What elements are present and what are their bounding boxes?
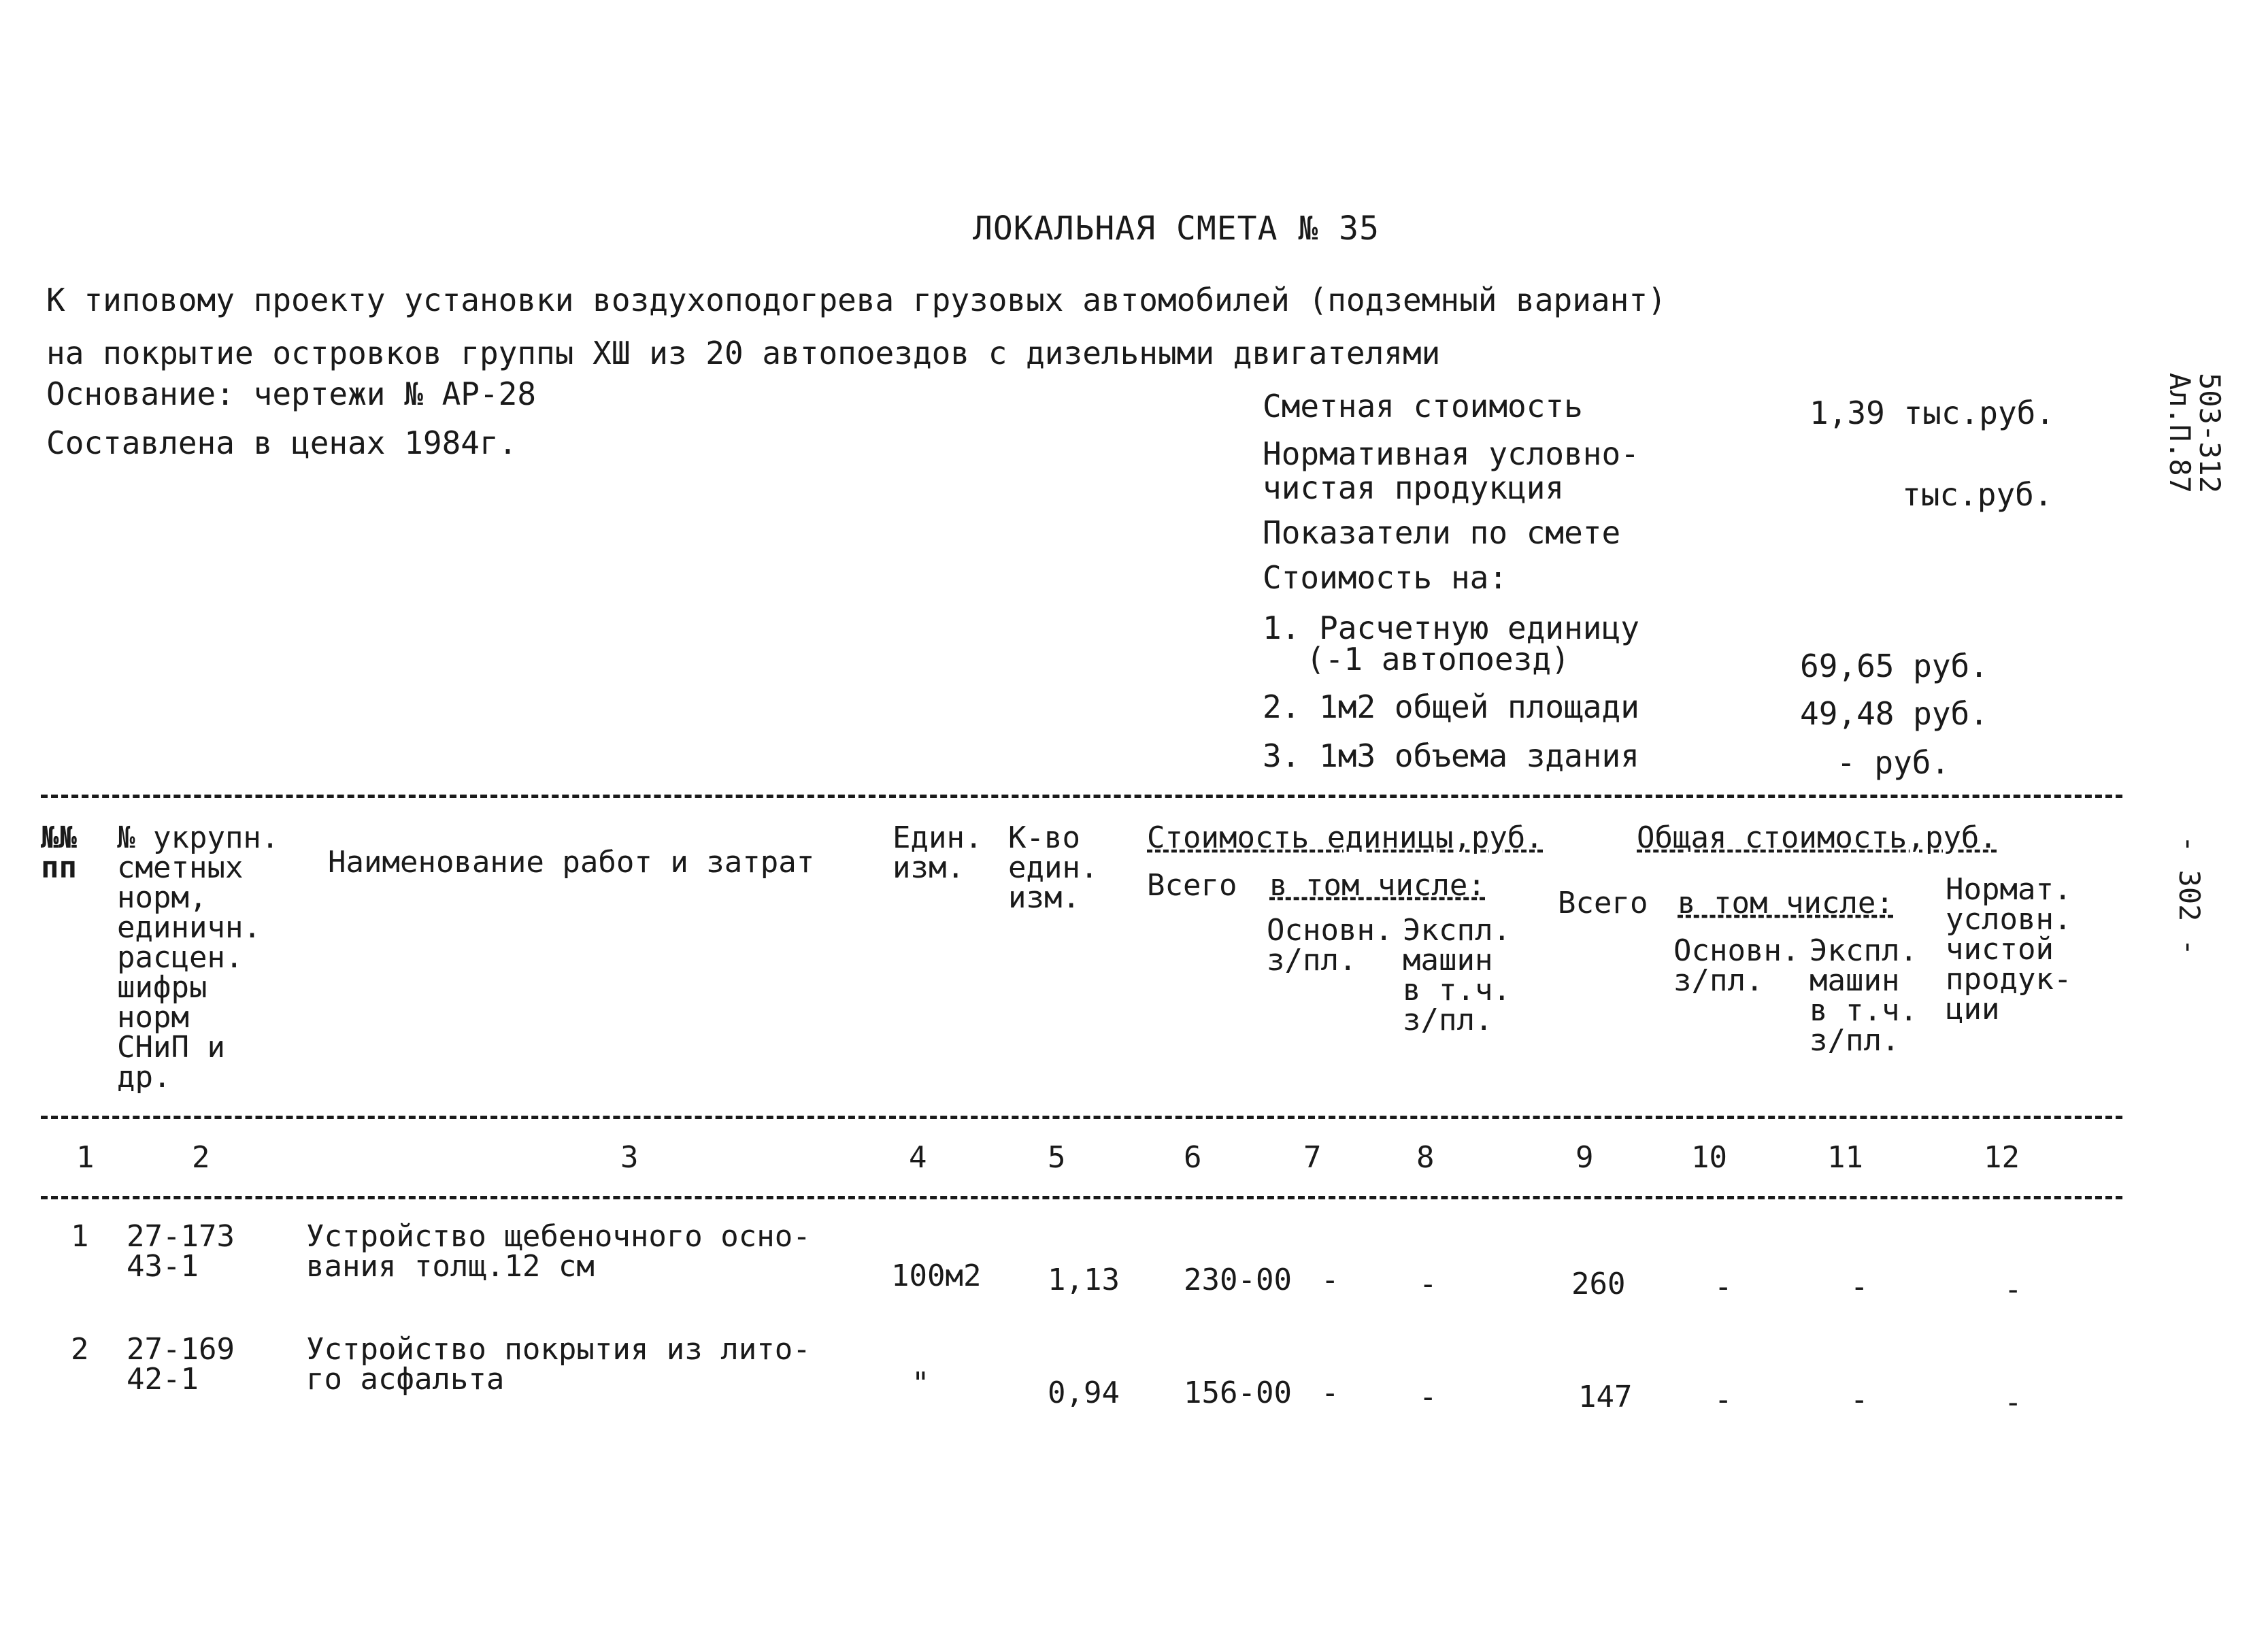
row-2-total: 147 — [1578, 1380, 1633, 1414]
header-unit-including: в том числе: — [1269, 868, 1486, 903]
row-2-norm-code: 27-169 42-1 — [127, 1332, 235, 1397]
normative-label-1: Нормативная условно- — [1263, 435, 1639, 472]
intro-line-1: К типовому проекту установки воздухоподогрева грузовых автомобилей (подземный вариант) — [46, 282, 1667, 318]
row-2-total-basic: - — [1714, 1382, 1733, 1417]
normative-label-2: чистая продукция — [1263, 469, 1565, 506]
header-row-number: №№ пп — [41, 820, 77, 885]
header-quantity: К-во един. изм. — [1008, 820, 1099, 915]
indicator-2-value: 49,48 руб. — [1800, 695, 1988, 732]
header-unit: Един. изм. — [893, 820, 983, 885]
row-2-work-name: Устройство покрытия из лито- го асфальта — [306, 1332, 811, 1397]
indicator-1-label-2: (-1 автопоезд) — [1306, 641, 1570, 678]
estimated-cost-label: Сметная стоимость — [1263, 388, 1583, 424]
column-number: 11 — [1827, 1140, 1863, 1175]
cost-per-label: Стоимость на: — [1263, 559, 1508, 596]
column-number: 10 — [1691, 1140, 1727, 1175]
indicator-2-label: 2. 1м2 общей площади — [1263, 688, 1639, 725]
header-work-name: Наименование работ и затрат — [328, 845, 815, 880]
column-number: 4 — [909, 1140, 927, 1175]
row-1-number: 1 — [71, 1219, 89, 1254]
row-2-unit-machine: - — [1419, 1380, 1437, 1414]
header-unit-basic-wage: Основн. з/пл. — [1267, 913, 1393, 978]
header-unit-machine: Экспл. машин в т.ч. з/пл. — [1403, 913, 1511, 1037]
normative-value: тыс.руб. — [1902, 476, 2053, 513]
intro-line-2: на покрытие островков группы ХШ из 20 автопоездов с дизельными двигателями — [46, 335, 1441, 371]
basis-line: Основание: чертежи № АР-28 — [46, 376, 537, 412]
indicator-1-label-1: 1. Расчетную единицу — [1263, 610, 1639, 646]
row-1-unit-total: 230-00 — [1184, 1263, 1292, 1297]
row-2-quantity: 0,94 — [1048, 1376, 1120, 1410]
row-2-number: 2 — [71, 1332, 89, 1367]
indicator-1-value: 69,65 руб. — [1800, 648, 1988, 684]
indicator-3-label: 3. 1м3 объема здания — [1263, 737, 1639, 774]
row-2-unit-basic: - — [1321, 1376, 1339, 1410]
header-unit-total: Всего — [1147, 868, 1237, 903]
indicator-3-value: - руб. — [1837, 744, 1950, 781]
header-bottom-rule — [41, 1116, 2122, 1119]
column-number: 9 — [1575, 1140, 1594, 1175]
header-norm-net-production: Нормат. условн. чистой продук- ции — [1946, 872, 2072, 1027]
row-1-unit: 100м2 — [891, 1259, 982, 1293]
header-total-cost-group: Общая стоимость,руб. — [1637, 820, 1997, 855]
column-number: 6 — [1184, 1140, 1202, 1175]
column-number: 12 — [1984, 1140, 2020, 1175]
column-number: 8 — [1416, 1140, 1435, 1175]
column-number: 7 — [1303, 1140, 1322, 1175]
header-grand-total: Всего — [1558, 886, 1648, 920]
column-number: 3 — [620, 1140, 639, 1175]
header-norm-code: № укрупн. сметных норм, единичн. расцен. шифры норм СНиП и др. — [117, 820, 280, 1095]
row-2-norm-net: - — [2004, 1385, 2022, 1420]
header-total-basic-wage: Основн. з/пл. — [1673, 933, 1800, 998]
row-2-total-machine: - — [1850, 1382, 1869, 1417]
header-total-including: в том числе: — [1678, 886, 1894, 920]
row-1-norm-net: - — [2004, 1272, 2022, 1307]
prices-line: Составлена в ценах 1984г. — [46, 424, 518, 461]
column-number: 1 — [76, 1140, 95, 1175]
row-1-total-basic: - — [1714, 1269, 1733, 1304]
row-2-unit-total: 156-00 — [1184, 1376, 1292, 1410]
row-1-unit-machine: - — [1419, 1267, 1437, 1301]
estimated-cost-value: 1,39 тыс.руб. — [1810, 395, 2055, 431]
row-2-unit: " — [912, 1366, 930, 1401]
table-top-rule — [41, 795, 2122, 798]
row-1-unit-basic: - — [1321, 1263, 1339, 1297]
page-number: - 302 - — [2173, 835, 2206, 956]
indicators-label: Показатели по смете — [1263, 514, 1621, 551]
header-unit-cost-group: Стоимость единицы,руб. — [1147, 820, 1544, 855]
page-title: ЛОКАЛЬНАЯ СМЕТА № 35 — [973, 210, 1380, 248]
column-number: 2 — [192, 1140, 210, 1175]
document-code: 503-312 Ал.П.87 — [2163, 373, 2227, 494]
row-1-quantity: 1,13 — [1048, 1263, 1120, 1297]
column-numbers-rule — [41, 1196, 2122, 1199]
row-1-norm-code: 27-173 43-1 — [127, 1219, 235, 1284]
row-1-total-machine: - — [1850, 1269, 1869, 1304]
row-1-total: 260 — [1571, 1267, 1626, 1301]
header-total-machine: Экспл. машин в т.ч. з/пл. — [1810, 933, 1918, 1058]
column-number: 5 — [1048, 1140, 1066, 1175]
row-1-work-name: Устройство щебеночного осно- вания толщ.12 см — [306, 1219, 811, 1284]
